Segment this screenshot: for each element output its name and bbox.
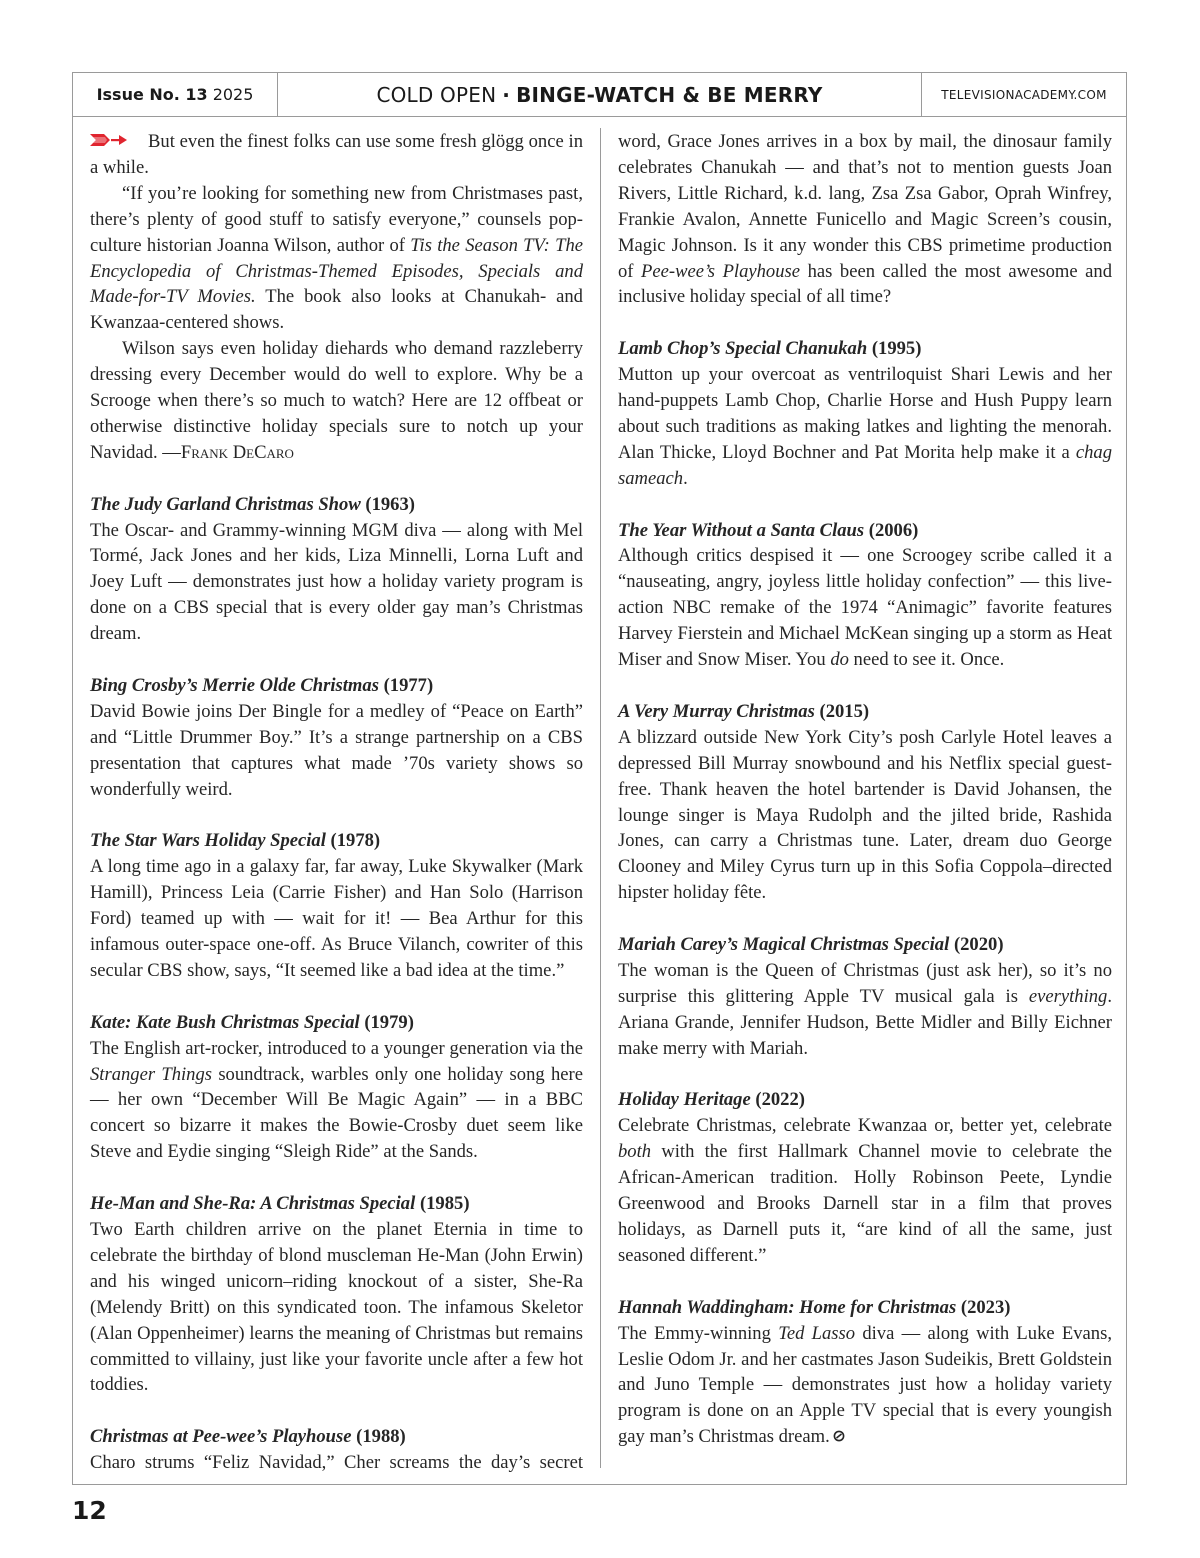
entry-judy-garland xyxy=(90,492,583,647)
byline: Frank DeCaro xyxy=(180,441,294,463)
section-title xyxy=(278,73,922,116)
entry-kate-bush xyxy=(90,1010,583,1165)
page-header xyxy=(73,73,1126,117)
entry-body: A long time ago in a galaxy far, far away, Luke Skywalker (Mark Hamill), Princess Leia (Carrie Fisher) and Han Solo (Harrison Ford) teamed up with — wait for it! — Bea Arthur for this infamous outer-space one-off. As Bruce Vilanch, cowriter of this secular CBS show, says, “It seemed like a bad idea at the time.” xyxy=(90,856,583,981)
entry-title: The Star Wars Holiday Special (1978) xyxy=(90,830,381,852)
entry-title: A Very Murray Christmas (2015) xyxy=(618,700,870,722)
entry-star-wars xyxy=(90,828,583,983)
issue-info xyxy=(73,73,278,116)
entry-title: Bing Crosby’s Merrie Olde Christmas (1977) xyxy=(90,675,434,696)
entry-title: Mariah Carey’s Magical Christmas Special (2020) xyxy=(618,934,1004,956)
entry-year-without-santa xyxy=(618,518,1112,673)
entry-title: He-Man and She-Ra: A Christmas Special (1985) xyxy=(90,1193,470,1215)
issue-label: Issue No. 13 xyxy=(96,85,208,104)
headline: BINGE-WATCH & BE MERRY xyxy=(516,82,823,107)
entry-body: The Emmy-winning Ted Lasso diva — along with Luke Evans, Leslie Odom Jr. and her castmates Jason Sudeikis, Brett Goldstein and Juno Temple — demonstrates just how a holiday variety program is done on an Apple TV special that is every youngish gay man’s Christmas dream. xyxy=(618,1322,1112,1448)
column-divider xyxy=(600,128,601,1468)
entry-title: Christmas at Pee-wee’s Playhouse (1988) xyxy=(90,1426,406,1448)
entry-pee-wee xyxy=(90,1424,583,1476)
entry-body: The Oscar- and Grammy-winning MGM diva — along with Mel Tormé, Jack Jones and her kids, Liza Minnelli, Lorna Luft and Joey Luft — demonstrates just how a holiday variety program is done on a CBS special that is every older gay man’s Christmas dream. xyxy=(90,519,583,645)
entry-body: David Bowie joins Der Bingle for a medley of “Peace on Earth” and “Little Drummer Boy.” It’s a strange partnership on a CBS presentation that captures what made ’70s variety shows so wonderfully weird. xyxy=(90,700,583,800)
entry-body: Charo strums “Feliz Navidad,” Cher screams the day’s secret xyxy=(90,1452,583,1474)
entry-hannah-waddingham xyxy=(618,1295,1112,1450)
entry-title: Holiday Heritage (2022) xyxy=(618,1089,805,1111)
book-title: Tis the Season TV: The Encyclopedia of Christmas-Themed Episodes, Specials and Made-for-TV Movies. xyxy=(90,234,584,308)
entry-holiday-heritage xyxy=(618,1087,1112,1268)
entry-body: Celebrate Christmas, celebrate Kwanzaa or, better yet, celebrate both with the first Hallmark Channel movie to celebrate the African-American tradition. Holly Robinson Peete, Lyndie Greenwood and Brooks Darnell star in a film that proves holidays, as Darnell puts it, “are kind of all the same, just seasoned different.” xyxy=(618,1115,1112,1266)
entry-title: Lamb Chop’s Special Chanukah (1995) xyxy=(618,338,922,360)
entry-body: The English art-rocker, introduced to a younger generation via the Stranger Things soundtrack, warbles only one holiday song here — her own “December Will Be Magic Again” — in a BBC concert so bizarre it makes the Bowie-Crosby duet seem like Steve and Eydie singing “Sleigh Ride” at the Sands. xyxy=(90,1037,583,1163)
entry-he-man-she-ra xyxy=(90,1191,583,1398)
entry-mariah-carey xyxy=(618,932,1112,1062)
entry-body-continued: word, Grace Jones arrives in a box by mail, the dinosaur family celebrates Chanukah — and that’s not to mention guests Joan Rivers, Little Richard, k.d. lang, Zsa Zsa Gabor, Oprah Winfrey, Frankie Avalon, Annette Funicello and Magic Screen’s cousin, Magic Johnson. Is it any wonder this CBS primetime production of Pee-wee’s Playhouse has been called the most awesome and inclusive holiday special of all time? xyxy=(618,131,1112,308)
entry-very-murray xyxy=(618,699,1112,906)
entry-body: Although critics despised it — one Scroogey scribe called it a “nauseating, angry, joyless little holiday confection” — this live-action NBC remake of the 1974 “Animagic” favorite features Harvey Fierstein and Michael McKean singing up a storm as Heat Miser and Snow Miser. You do need to see it. Once. xyxy=(618,545,1112,671)
entry-title: The Judy Garland Christmas Show (1963) xyxy=(90,493,415,515)
entry-title: Kate: Kate Bush Christmas Special (1979) xyxy=(90,1011,414,1033)
red-arrow-icon xyxy=(90,130,128,146)
right-column xyxy=(618,129,1112,1450)
entry-title: Hannah Waddingham: Home for Christmas (2023) xyxy=(618,1296,1011,1318)
intro-paragraph-3: Wilson says even holiday diehards who demand razzleberry dressing every December would do well to explore. Why be a Scrooge when there’s so much to watch? Here are 12 offbeat or otherwise distinctive holiday specials sure to notch up your Navidad. —Frank DeCaro xyxy=(90,338,583,463)
entry-body: A blizzard outside New York City’s posh Carlyle Hotel leaves a depressed Bill Murray snowbound and his Netflix special guest-free. Thank heaven the hotel bartender is David Johansen, the lounge singer is Maya Rudolph and the jilted bride, Rashida Jones, can carry a Christmas tune. Later, dream duo George Clooney and Miley Cyrus turn up in this Sofia Coppola–directed hipster holiday fête. xyxy=(618,726,1112,904)
site-url[interactable]: TELEVISIONACADEMY.COM xyxy=(941,87,1107,102)
issue-year: 2025 xyxy=(212,85,254,104)
entry-title: The Year Without a Santa Claus (2006) xyxy=(618,519,919,541)
end-of-article-icon xyxy=(833,1424,845,1436)
page-number: 12 xyxy=(72,1496,107,1525)
intro-paragraph-2: “If you’re looking for something new from Christmases past, there’s plenty of good stuff to satisfy everyone,” counsels pop-culture historian Joanna Wilson, author of Tis the Season TV: The Encyclopedia of Christmas-Themed Episodes, Specials and Made-for-TV Movies. The book also looks at Chanukah- and Kwanzaa-centered shows. xyxy=(90,182,584,334)
entry-body: Two Earth children arrive on the planet Eternia in time to celebrate the birthday of blond muscleman He-Man (John Erwin) and his winged unicorn–riding knockout of a sister, She-Ra (Melendy Britt) on this syndicated toon. The infamous Skeletor (Alan Oppenheimer) learns the meaning of Christmas but remains committed to villainy, just like your favorite uncle after a few hot toddies. xyxy=(90,1218,583,1396)
section-name: COLD OPEN xyxy=(376,82,497,107)
left-column xyxy=(90,129,583,1476)
entry-body: The woman is the Queen of Christmas (just ask her), so it’s no surprise this glittering Apple TV musical gala is everything. Ariana Grande, Jennifer Hudson, Bette Midler and Billy Eichner make merry with Mariah. xyxy=(618,959,1112,1059)
intro-paragraph-1: But even the finest folks can use some fresh glögg once in a while. xyxy=(90,131,583,178)
title-separator: · xyxy=(502,82,511,107)
entry-lamb-chop xyxy=(618,336,1112,491)
entry-body: Mutton up your overcoat as ventriloquist Shari Lewis and her hand-puppets Lamb Chop, Charlie Horse and Hush Puppy learn about such traditions as making latkes and lighting the menorah. Alan Thicke, Lloyd Bochner and Pat Morita help make it a chag sameach. xyxy=(618,364,1112,489)
entry-bing-crosby xyxy=(90,673,583,803)
